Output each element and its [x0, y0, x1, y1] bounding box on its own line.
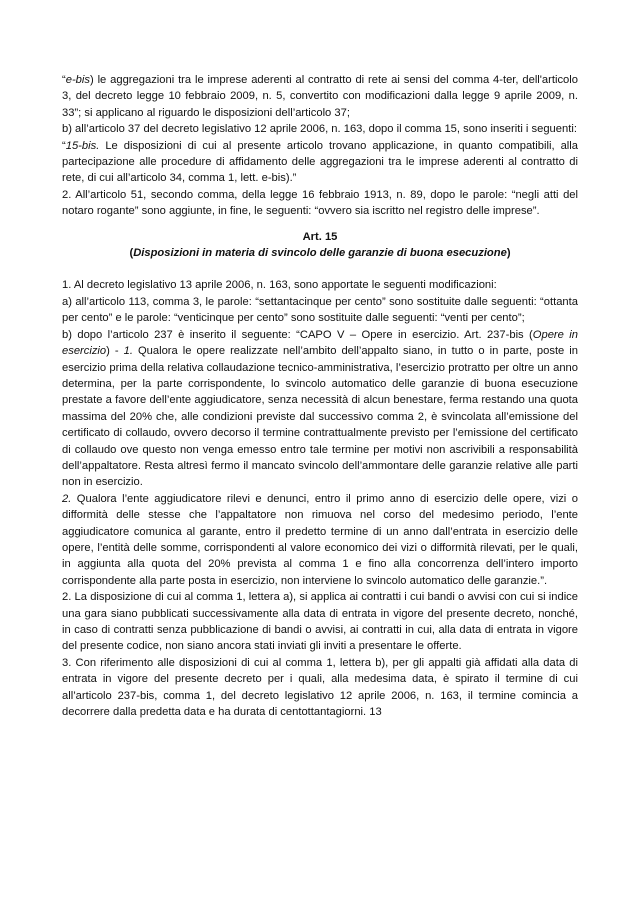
- text-run-italic: Disposizioni in materia di svincolo delle garanzie di buona esecuzione: [133, 247, 507, 260]
- paragraph-1: 1. Al decreto legislativo 13 aprile 2006, n. 163, sono apportate le seguenti modificazioni:: [62, 279, 497, 292]
- text-run: ) le aggregazioni tra le imprese aderenti al contratto di rete ai sensi del comma 4-ter, dell'articolo 3, del decreto legge 10 febbraio 2009, n. 5, convertito con modificazioni dalla legge 9 aprile 2009, n. 33”; si applicano al riguardo le disposizioni dell’articolo 37;: [62, 74, 578, 119]
- article-title: [62, 245, 578, 261]
- text-run-italic: 1.: [123, 345, 133, 358]
- text-run: Qualora l’ente aggiudicatore rilevi e denunci, entro il primo anno di esercizio delle opere, vizi o difformità delle stesse che l’appaltatore non rimuova nel corso del medesimo periodo, l’ente aggiudicatore comunica al garante, entro il predetto termine di un anno dall’entrata in esercizio delle opere, l’entità delle somme, corrispondenti al valore economico dei vizi o difformità rilevati, per le quali, in aggiunta alla quota del 20% prevista al comma 1 e fino alla concorrenza dell’intero importo corrispondente alla parte posta in esercizio, non interviene lo svincolo automatico delle garanzie.”.: [62, 492, 578, 587]
- text-run: (: [129, 247, 134, 260]
- text-run-italic: Opere in esercizio: [62, 328, 578, 358]
- paragraph-1-b-comma-2: [62, 491, 578, 589]
- document-body: [62, 72, 578, 720]
- spacer: [62, 261, 578, 277]
- intro-paragraph-15-bis: [62, 138, 578, 187]
- article-number: Art. 15: [302, 230, 338, 243]
- text-run: ): [506, 247, 511, 260]
- text-run: “: [62, 139, 66, 152]
- text-run-italic: 2.: [62, 492, 72, 505]
- intro-paragraph-b: b) all’articolo 37 del decreto legislativo 12 aprile 2006, n. 163, dopo il comma 15, sono inseriti i seguenti:: [62, 123, 577, 136]
- text-run: “: [62, 74, 66, 86]
- text-run: Qualora le opere realizzate nell’ambito dell’appalto siano, in tutto o in parte, poste in esercizio prima della relativa collaudazione tecnico-amministrativa, l’esercizio protratto per oltre un anno determina, per la parte corrispondente, lo svincolo automatico delle garanzie di buona esecuzione prestate a favore dell’ente aggiudicatore, senza necessità di alcun benestare, ferma restando una quota massima del 20% che, alle condizioni previste dal successivo comma 2, è svincolata all’emissione del certificato di collaudo, ovvero decorso il termine contrattualmente previsto per l’emissione del certificato di collaudo ove questo non venga emesso entro tale termine per motivi non ascrivibili a responsabilità dell’appaltatore. Resta altresì fermo il mancato svincolo dell’ammontare delle garanzie relative alle parti non in esercizio.: [62, 345, 578, 489]
- paragraph-3: 3. Con riferimento alle disposizioni di cui al comma 1, lettera b), per gli appalti già affidati alla data di entrata in vigore del presente decreto per i quali, alla medesima data, è spirato il termine di cui all’articolo 237-bis, comma 1, del decreto legislativo 12 aprile 2006, n. 163, il termine comincia a decorrere dalla predetta data e ha durata di centottantagiorni. 13: [62, 656, 578, 719]
- text-run-italic: e-bis: [65, 74, 90, 86]
- text-run-italic: 15-bis.: [65, 139, 100, 152]
- paragraph-1-b: [62, 327, 578, 491]
- paragraph-2: 2. La disposizione di cui al comma 1, lettera a), si applica ai contratti i cui bandi o avvisi con cui si indice una gara siano pubblicati successivamente alla data di entrata in vigore del presente decreto, nonché, in caso di contratti senza pubblicazione di bandi o avvisi, ai contratti in cui, alla data di entrata in vigore del presente codice, non siano ancora stati inviati gli inviti a presentare le offerte.: [62, 591, 578, 653]
- spacer: [62, 220, 578, 229]
- paragraph-1-a: a) all’articolo 113, comma 3, le parole: “settantacinque per cento” sono sostituite dalle seguenti: “ottanta per cento” e le parole: “venticinque per cento” sono sostituite dalle seguenti: “venti per cento”;: [62, 295, 578, 325]
- intro-paragraph-e-bis: [62, 72, 578, 121]
- text-run: Le disposizioni di cui al presente articolo trovano applicazione, in quanto compatibili, alla partecipazione alle procedure di affidamento delle aggregazioni tra le imprese aderenti al contratto di rete, di cui all’articolo 34, comma 1, lett. e-bis).”: [62, 139, 578, 185]
- text-run: ) -: [106, 345, 124, 358]
- intro-paragraph-2: 2. All’articolo 51, secondo comma, della legge 16 febbraio 1913, n. 89, dopo le parole: “negli atti del notaro rogante” sono aggiunte, in fine, le seguenti: “ovvero sia iscritto nel registro delle imprese”.: [62, 188, 578, 218]
- text-run: b) dopo l’articolo 237 è inserito il seguente: “CAPO V – Opere in esercizio. Art. 237-bis (: [62, 328, 533, 341]
